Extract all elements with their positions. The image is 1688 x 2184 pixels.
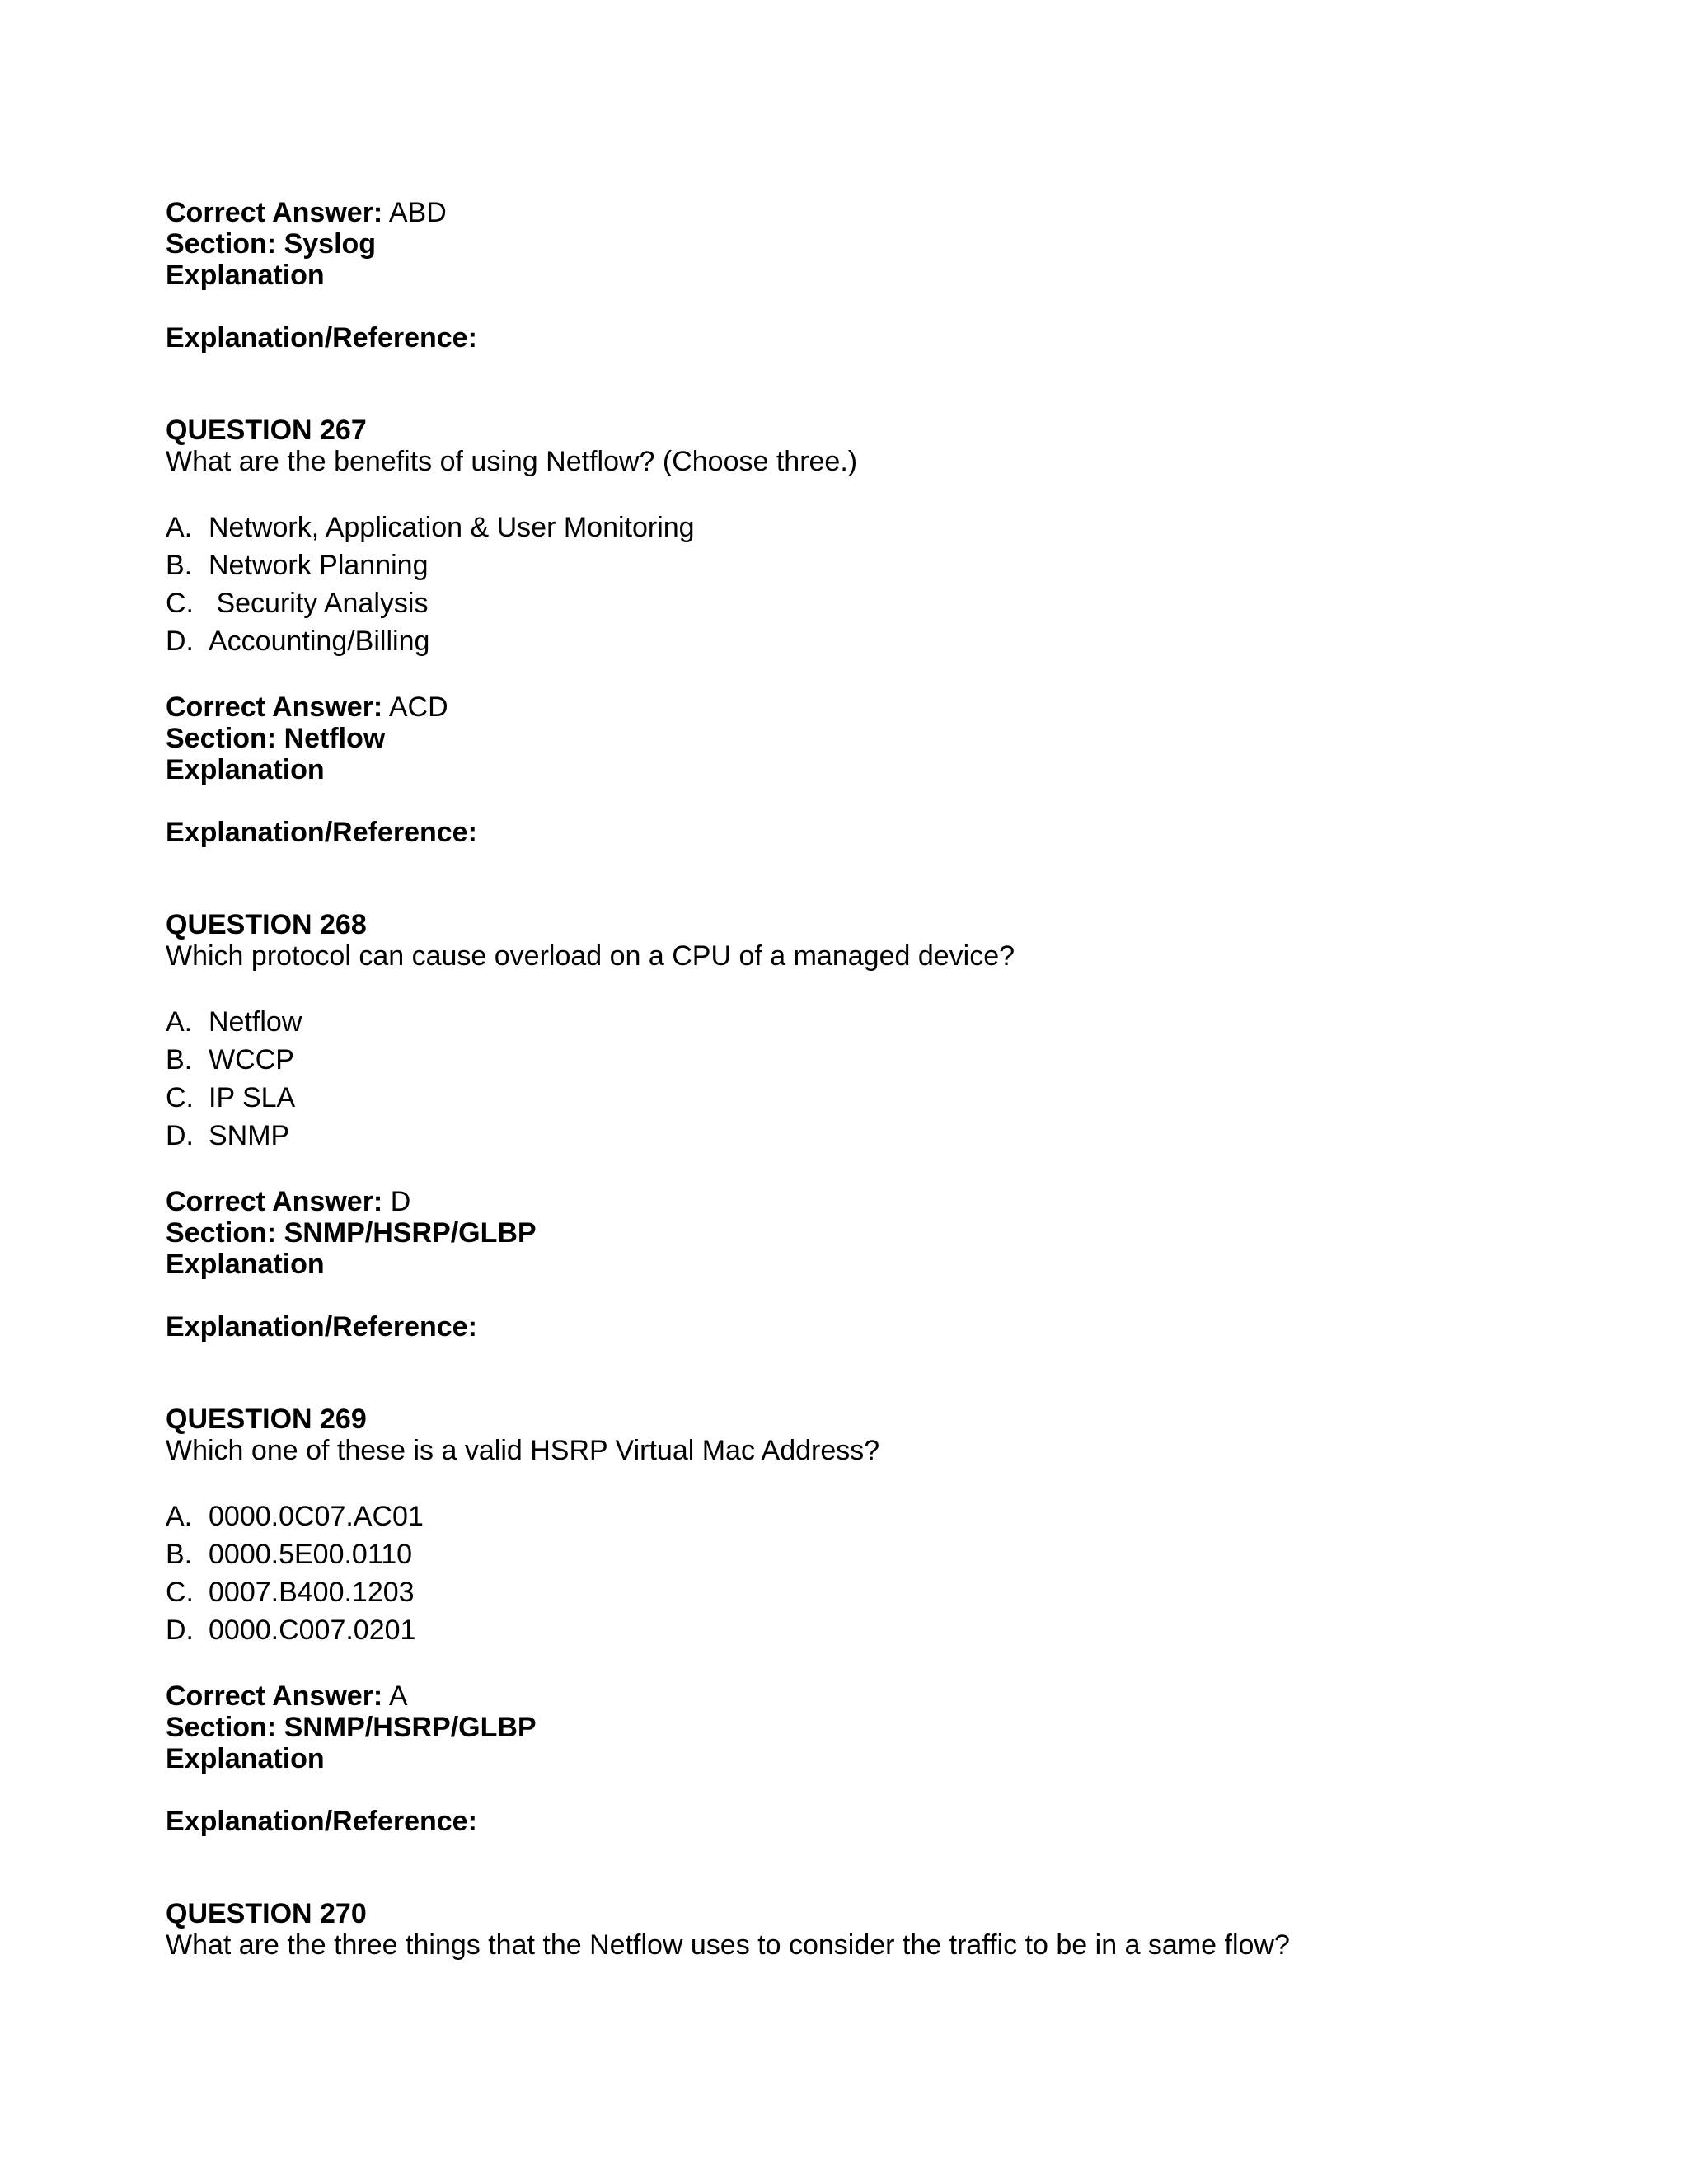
option-letter: A. bbox=[166, 1006, 193, 1038]
question-text: Which one of these is a valid HSRP Virtual Mac Address? bbox=[166, 1435, 880, 1466]
option-text: WCCP bbox=[209, 1044, 294, 1076]
option-text: 0007.B400.1203 bbox=[209, 1577, 415, 1608]
option-item bbox=[166, 1043, 294, 1076]
correct-answer-line bbox=[166, 1680, 408, 1713]
correct-answer-value: D bbox=[390, 1186, 411, 1217]
option-item bbox=[166, 511, 695, 544]
section-label: Section: bbox=[166, 228, 277, 260]
correct-answer-line bbox=[166, 691, 448, 724]
correct-answer-value: ABD bbox=[388, 197, 447, 228]
section-line bbox=[166, 722, 385, 755]
question-text: What are the three things that the Netflow uses to consider the traffic to be in a same flow? bbox=[166, 1929, 1290, 1961]
section-line bbox=[166, 227, 376, 260]
correct-answer-value: ACD bbox=[388, 691, 448, 723]
option-letter: B. bbox=[166, 1044, 193, 1076]
section-value: Netflow bbox=[284, 723, 386, 754]
explanation-reference-heading: Explanation/Reference: bbox=[166, 1806, 477, 1837]
option-text: 0000.0C07.AC01 bbox=[209, 1501, 424, 1532]
option-item bbox=[166, 1500, 424, 1533]
option-letter: C. bbox=[166, 588, 194, 619]
option-item bbox=[166, 1538, 412, 1571]
option-item bbox=[166, 1614, 415, 1647]
section-label: Section: bbox=[166, 1712, 277, 1743]
explanation-heading: Explanation bbox=[166, 754, 325, 785]
section-value: Syslog bbox=[284, 228, 377, 260]
explanation-reference-heading: Explanation/Reference: bbox=[166, 1311, 477, 1343]
correct-answer-label: Correct Answer: bbox=[166, 1186, 383, 1217]
question-title: QUESTION 267 bbox=[166, 415, 367, 446]
option-text: 0000.C007.0201 bbox=[209, 1615, 416, 1646]
section-value: SNMP/HSRP/GLBP bbox=[284, 1712, 537, 1743]
option-item bbox=[166, 1576, 415, 1609]
section-label: Section: bbox=[166, 723, 277, 754]
option-letter: A. bbox=[166, 1501, 193, 1532]
option-letter: B. bbox=[166, 1539, 193, 1570]
section-value: SNMP/HSRP/GLBP bbox=[284, 1217, 537, 1249]
option-text: Network Planning bbox=[209, 550, 429, 581]
section-line bbox=[166, 1711, 537, 1744]
option-text: Accounting/Billing bbox=[209, 626, 430, 657]
option-item bbox=[166, 587, 428, 620]
section-label: Section: bbox=[166, 1217, 277, 1249]
option-letter: D. bbox=[166, 1615, 194, 1646]
explanation-reference-heading: Explanation/Reference: bbox=[166, 322, 477, 354]
explanation-heading: Explanation bbox=[166, 260, 325, 291]
correct-answer-value: A bbox=[388, 1680, 408, 1712]
explanation-heading: Explanation bbox=[166, 1743, 325, 1774]
option-item bbox=[166, 625, 429, 658]
option-text: Network, Application & User Monitoring bbox=[209, 512, 695, 543]
explanation-reference-heading: Explanation/Reference: bbox=[166, 817, 477, 848]
section-line bbox=[166, 1216, 537, 1249]
correct-answer-label: Correct Answer: bbox=[166, 691, 383, 723]
question-title: QUESTION 268 bbox=[166, 909, 367, 940]
question-title: QUESTION 270 bbox=[166, 1898, 367, 1929]
option-letter: C. bbox=[166, 1082, 194, 1113]
correct-answer-line bbox=[166, 196, 447, 229]
correct-answer-line bbox=[166, 1185, 410, 1218]
option-letter: D. bbox=[166, 626, 194, 657]
option-text: Security Analysis bbox=[209, 588, 429, 619]
correct-answer-label: Correct Answer: bbox=[166, 1680, 383, 1712]
correct-answer-label: Correct Answer: bbox=[166, 197, 383, 228]
option-text: 0000.5E00.0110 bbox=[209, 1539, 413, 1570]
option-item bbox=[166, 1005, 302, 1038]
option-letter: D. bbox=[166, 1120, 194, 1151]
option-item bbox=[166, 1081, 295, 1114]
option-letter: B. bbox=[166, 550, 193, 581]
option-text: SNMP bbox=[209, 1120, 290, 1151]
question-text: What are the benefits of using Netflow? (Choose three.) bbox=[166, 446, 858, 477]
question-text: Which protocol can cause overload on a CPU of a managed device? bbox=[166, 940, 1015, 972]
option-text: IP SLA bbox=[209, 1082, 296, 1113]
option-text: Netflow bbox=[209, 1006, 302, 1038]
option-letter: C. bbox=[166, 1577, 194, 1608]
question-title: QUESTION 269 bbox=[166, 1404, 367, 1435]
option-item bbox=[166, 1119, 289, 1152]
option-letter: A. bbox=[166, 512, 193, 543]
option-item bbox=[166, 549, 428, 582]
explanation-heading: Explanation bbox=[166, 1249, 325, 1280]
